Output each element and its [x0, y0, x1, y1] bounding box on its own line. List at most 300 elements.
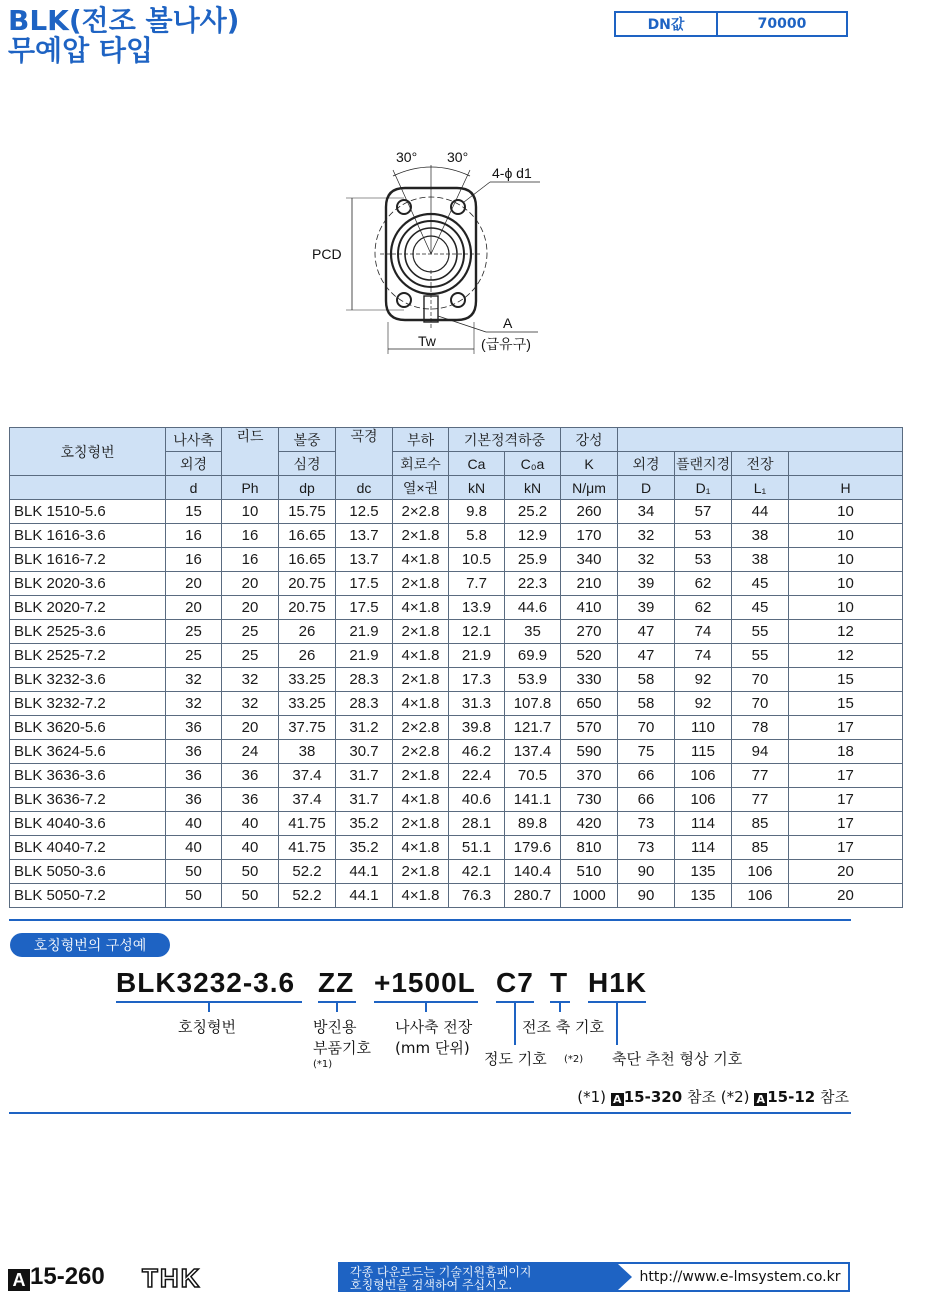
value-cell: 16.65: [279, 548, 336, 572]
table-row: [10, 596, 903, 620]
value-cell: 53.9: [505, 668, 561, 692]
value-cell: 12.9: [505, 524, 561, 548]
value-cell: 45: [732, 572, 789, 596]
table-row: [10, 860, 903, 884]
model-cell: BLK 1616-3.6: [10, 524, 166, 548]
ref-note-1: (*1): [577, 1088, 606, 1106]
value-cell: 17.5: [336, 572, 393, 596]
value-cell: 15.75: [279, 500, 336, 524]
value-cell: 106: [675, 764, 732, 788]
value-cell: 110: [675, 716, 732, 740]
bolt-hole: [451, 293, 465, 307]
dn-label: DN값: [616, 13, 718, 35]
thk-logo: THK: [142, 1263, 202, 1293]
value-cell: 370: [561, 764, 618, 788]
value-cell: 28.3: [336, 692, 393, 716]
unit-cell: 열×권: [393, 476, 449, 500]
value-cell: 260: [561, 500, 618, 524]
value-cell: 4×1.8: [393, 884, 449, 908]
model-cell: BLK 3636-7.2: [10, 788, 166, 812]
value-cell: 730: [561, 788, 618, 812]
flange-drawing: [0, 0, 931, 420]
section-a-icon: A: [754, 1093, 767, 1106]
code-length: +1500L: [374, 967, 476, 998]
unit-cell: D₁: [675, 476, 732, 500]
hdr2-cell: C₀a: [505, 452, 561, 476]
label-seal-1: 방진용: [313, 1018, 357, 1036]
value-cell: 46.2: [449, 740, 505, 764]
value-cell: 74: [675, 644, 732, 668]
value-cell: 31.2: [336, 716, 393, 740]
value-cell: 590: [561, 740, 618, 764]
value-cell: 106: [675, 788, 732, 812]
label-accuracy: 정도 기호: [484, 1050, 547, 1068]
unit-cell: L₁: [732, 476, 789, 500]
value-cell: 44: [732, 500, 789, 524]
value-cell: 50: [222, 884, 279, 908]
label-seal-2: 부품기호: [313, 1039, 371, 1057]
value-cell: 35: [505, 620, 561, 644]
title-line-1: BLK(전조 볼나사): [8, 4, 240, 37]
value-cell: 75: [618, 740, 675, 764]
model-cell: BLK 3232-3.6: [10, 668, 166, 692]
label-length-2: (mm 단위): [395, 1039, 470, 1057]
value-cell: 30.7: [336, 740, 393, 764]
hdr2-cell: Ca: [449, 452, 505, 476]
value-cell: 52.2: [279, 860, 336, 884]
value-cell: 10: [789, 572, 903, 596]
value-cell: 10: [789, 500, 903, 524]
value-cell: 280.7: [505, 884, 561, 908]
value-cell: 53: [675, 524, 732, 548]
model-cell: BLK 3624-5.6: [10, 740, 166, 764]
value-cell: 570: [561, 716, 618, 740]
unit-cell: D: [618, 476, 675, 500]
value-cell: 53: [675, 548, 732, 572]
value-cell: 40: [222, 836, 279, 860]
value-cell: 2×1.8: [393, 812, 449, 836]
value-cell: 20: [166, 596, 222, 620]
value-cell: 31.7: [336, 788, 393, 812]
page-number-text: 15-260: [30, 1263, 105, 1290]
code-accuracy: C7: [496, 967, 534, 998]
value-cell: 4×1.8: [393, 596, 449, 620]
value-cell: 94: [732, 740, 789, 764]
col-load-rating: 기본정격하중: [449, 428, 561, 452]
value-cell: 22.3: [505, 572, 561, 596]
reference-note: [577, 1086, 849, 1107]
section-a-icon: A: [8, 1269, 30, 1291]
value-cell: 179.6: [505, 836, 561, 860]
value-cell: 2×1.8: [393, 572, 449, 596]
table-row: [10, 836, 903, 860]
banner-line-1: 각종 다운로드는 기술지원홈페이지: [350, 1265, 532, 1279]
ref-word-1: 참조: [686, 1088, 716, 1106]
value-cell: 35.2: [336, 836, 393, 860]
value-cell: 66: [618, 788, 675, 812]
value-cell: 62: [675, 596, 732, 620]
value-cell: 22.4: [449, 764, 505, 788]
col-lead: 리드: [222, 428, 279, 476]
hdr2-cell: 심경: [279, 452, 336, 476]
value-cell: 10: [789, 524, 903, 548]
value-cell: 39: [618, 596, 675, 620]
support-banner[interactable]: [338, 1262, 850, 1292]
value-cell: 25.2: [505, 500, 561, 524]
value-cell: 31.7: [336, 764, 393, 788]
value-cell: 25: [166, 620, 222, 644]
value-cell: 78: [732, 716, 789, 740]
code-model: BLK3232-3.6: [116, 967, 296, 998]
value-cell: 2×2.8: [393, 716, 449, 740]
value-cell: 510: [561, 860, 618, 884]
value-cell: 92: [675, 668, 732, 692]
value-cell: 26: [279, 620, 336, 644]
value-cell: 66: [618, 764, 675, 788]
hdr2-cell: [789, 452, 903, 476]
banner-text: [340, 1264, 618, 1290]
model-cell: BLK 5050-7.2: [10, 884, 166, 908]
col-circuits: 부하: [393, 428, 449, 452]
value-cell: 21.9: [336, 620, 393, 644]
bolt-hole: [397, 293, 411, 307]
angle-right-label: 30°: [447, 149, 469, 165]
tw-label: Tw: [418, 333, 436, 349]
value-cell: 51.1: [449, 836, 505, 860]
page-number: [8, 1263, 105, 1291]
banner-line-2: 호칭형번을 검색하여 주십시오.: [350, 1278, 513, 1292]
model-cell: BLK 2020-3.6: [10, 572, 166, 596]
value-cell: 16: [222, 548, 279, 572]
value-cell: 36: [166, 740, 222, 764]
value-cell: 2×1.8: [393, 668, 449, 692]
value-cell: 20: [166, 572, 222, 596]
value-cell: 106: [732, 860, 789, 884]
divider: [9, 1112, 851, 1114]
arrow-right-icon: [618, 1264, 632, 1290]
a-sub-label: (급유구): [481, 336, 531, 352]
divider: [9, 919, 851, 921]
model-cell: BLK 4040-7.2: [10, 836, 166, 860]
code-shaft: H1K: [588, 967, 648, 998]
value-cell: 9.8: [449, 500, 505, 524]
value-cell: 17: [789, 836, 903, 860]
value-cell: 89.8: [505, 812, 561, 836]
col-root-dia: 곡경: [336, 428, 393, 476]
value-cell: 26: [279, 644, 336, 668]
value-cell: 4×1.8: [393, 644, 449, 668]
value-cell: 39: [618, 572, 675, 596]
value-cell: 1000: [561, 884, 618, 908]
value-cell: 420: [561, 812, 618, 836]
value-cell: 170: [561, 524, 618, 548]
model-cell: BLK 4040-3.6: [10, 812, 166, 836]
hdr2-cell: 전장: [732, 452, 789, 476]
value-cell: 16.65: [279, 524, 336, 548]
value-cell: 33.25: [279, 692, 336, 716]
value-cell: 74: [675, 620, 732, 644]
unit-cell: d: [166, 476, 222, 500]
value-cell: 10.5: [449, 548, 505, 572]
value-cell: 15: [166, 500, 222, 524]
table-row: [10, 812, 903, 836]
ref-note-2: (*2): [720, 1088, 750, 1106]
value-cell: 2×1.8: [393, 524, 449, 548]
title-line-2: 무예압 타입: [8, 34, 153, 67]
value-cell: 20: [789, 884, 903, 908]
value-cell: 10: [789, 548, 903, 572]
value-cell: 73: [618, 812, 675, 836]
value-cell: 41.75: [279, 812, 336, 836]
value-cell: 38: [732, 524, 789, 548]
value-cell: 20: [222, 596, 279, 620]
value-cell: 25: [222, 620, 279, 644]
model-cell: BLK 3232-7.2: [10, 692, 166, 716]
value-cell: 13.7: [336, 548, 393, 572]
col-model: 호칭형번: [10, 428, 166, 476]
unit-cell-blank: [10, 476, 166, 500]
value-cell: 13.9: [449, 596, 505, 620]
hdr2-cell: 회로수: [393, 452, 449, 476]
table-row: [10, 524, 903, 548]
model-cell: BLK 2525-3.6: [10, 620, 166, 644]
value-cell: 32: [222, 692, 279, 716]
label-model: 호칭형번: [178, 1018, 236, 1036]
hdr2-cell: K: [561, 452, 618, 476]
value-cell: 12.5: [336, 500, 393, 524]
value-cell: 36: [166, 764, 222, 788]
value-cell: 41.75: [279, 836, 336, 860]
value-cell: 44.6: [505, 596, 561, 620]
value-cell: 77: [732, 788, 789, 812]
value-cell: 24: [222, 740, 279, 764]
label-seal-note: (*1): [313, 1059, 333, 1070]
value-cell: 410: [561, 596, 618, 620]
value-cell: 140.4: [505, 860, 561, 884]
value-cell: 10: [222, 500, 279, 524]
value-cell: 36: [166, 788, 222, 812]
value-cell: 810: [561, 836, 618, 860]
value-cell: 650: [561, 692, 618, 716]
value-cell: 4×1.8: [393, 788, 449, 812]
value-cell: 17: [789, 812, 903, 836]
value-cell: 32: [618, 524, 675, 548]
value-cell: 135: [675, 884, 732, 908]
value-cell: 33.25: [279, 668, 336, 692]
hdr2-cell: 외경: [618, 452, 675, 476]
section-a-icon: A: [611, 1093, 624, 1106]
value-cell: 40: [166, 812, 222, 836]
value-cell: 55: [732, 644, 789, 668]
value-cell: 4×1.8: [393, 836, 449, 860]
value-cell: 20.75: [279, 596, 336, 620]
table-row: [10, 884, 903, 908]
value-cell: 18: [789, 740, 903, 764]
value-cell: 2×2.8: [393, 500, 449, 524]
value-cell: 330: [561, 668, 618, 692]
value-cell: 28.3: [336, 668, 393, 692]
value-cell: 2×1.8: [393, 860, 449, 884]
table-row: [10, 668, 903, 692]
ref-word-2: 참조: [820, 1088, 849, 1106]
value-cell: 44.1: [336, 884, 393, 908]
hole-label: 4-ϕ d1: [492, 165, 532, 181]
value-cell: 16: [166, 524, 222, 548]
value-cell: 69.9: [505, 644, 561, 668]
value-cell: 45: [732, 596, 789, 620]
value-cell: 141.1: [505, 788, 561, 812]
table-row: [10, 548, 903, 572]
value-cell: 57: [675, 500, 732, 524]
model-cell: BLK 1616-7.2: [10, 548, 166, 572]
spec-table: [9, 427, 903, 908]
unit-cell: H: [789, 476, 903, 500]
model-cell: BLK 3620-5.6: [10, 716, 166, 740]
label-shaft: 축단 추천 형상 기호: [612, 1050, 743, 1068]
value-cell: 50: [166, 860, 222, 884]
value-cell: 39.8: [449, 716, 505, 740]
value-cell: 36: [166, 716, 222, 740]
value-cell: 58: [618, 668, 675, 692]
value-cell: 520: [561, 644, 618, 668]
value-cell: 73: [618, 836, 675, 860]
value-cell: 21.9: [449, 644, 505, 668]
value-cell: 50: [222, 860, 279, 884]
value-cell: 210: [561, 572, 618, 596]
value-cell: 70: [618, 716, 675, 740]
value-cell: 2×1.8: [393, 764, 449, 788]
value-cell: 40: [166, 836, 222, 860]
unit-cell: Ph: [222, 476, 279, 500]
unit-cell: N/μm: [561, 476, 618, 500]
value-cell: 20: [222, 572, 279, 596]
value-cell: 16: [222, 524, 279, 548]
value-cell: 20: [789, 860, 903, 884]
table-row: [10, 620, 903, 644]
unit-cell: dc: [336, 476, 393, 500]
value-cell: 4×1.8: [393, 692, 449, 716]
table-header: [10, 428, 903, 500]
value-cell: 17.3: [449, 668, 505, 692]
value-cell: 38: [732, 548, 789, 572]
value-cell: 32: [166, 668, 222, 692]
value-cell: 90: [618, 884, 675, 908]
value-cell: 16: [166, 548, 222, 572]
value-cell: 121.7: [505, 716, 561, 740]
example-pill: 호칭형번의 구성예: [10, 933, 170, 957]
col-nut-dims: [618, 428, 903, 452]
value-cell: 7.7: [449, 572, 505, 596]
table-row: [10, 716, 903, 740]
code-rolled: T: [550, 967, 569, 998]
label-accuracy-note: (*2): [564, 1054, 584, 1065]
angle-left-label: 30°: [396, 149, 418, 165]
value-cell: 36: [222, 764, 279, 788]
value-cell: 17.5: [336, 596, 393, 620]
value-cell: 2×2.8: [393, 740, 449, 764]
value-cell: 2×1.8: [393, 620, 449, 644]
value-cell: 25: [222, 644, 279, 668]
ref-page-2: 15-12: [767, 1088, 816, 1106]
value-cell: 137.4: [505, 740, 561, 764]
value-cell: 15: [789, 692, 903, 716]
value-cell: 12: [789, 644, 903, 668]
value-cell: 47: [618, 644, 675, 668]
value-cell: 17: [789, 716, 903, 740]
value-cell: 17: [789, 788, 903, 812]
value-cell: 5.8: [449, 524, 505, 548]
value-cell: 25: [166, 644, 222, 668]
value-cell: 340: [561, 548, 618, 572]
value-cell: 12.1: [449, 620, 505, 644]
model-cell: BLK 3636-3.6: [10, 764, 166, 788]
unit-cell: kN: [505, 476, 561, 500]
value-cell: 4×1.8: [393, 548, 449, 572]
value-cell: 37.75: [279, 716, 336, 740]
value-cell: 32: [618, 548, 675, 572]
value-cell: 92: [675, 692, 732, 716]
value-cell: 37.4: [279, 764, 336, 788]
code-seal: ZZ: [318, 967, 355, 998]
value-cell: 62: [675, 572, 732, 596]
value-cell: 114: [675, 812, 732, 836]
value-cell: 50: [166, 884, 222, 908]
table-row: [10, 572, 903, 596]
value-cell: 107.8: [505, 692, 561, 716]
value-cell: 12: [789, 620, 903, 644]
support-url-link[interactable]: http://www.e-lmsystem.co.kr: [639, 1269, 841, 1285]
unit-cell: kN: [449, 476, 505, 500]
table-row: [10, 644, 903, 668]
table-row: [10, 500, 903, 524]
a-label: A: [503, 315, 513, 331]
ref-page-1: 15-320: [623, 1088, 683, 1106]
value-cell: 70.5: [505, 764, 561, 788]
value-cell: 42.1: [449, 860, 505, 884]
table-row: [10, 788, 903, 812]
hdr2-cell: 플랜지경: [675, 452, 732, 476]
value-cell: 10: [789, 596, 903, 620]
model-cell: BLK 5050-3.6: [10, 860, 166, 884]
pcd-label: PCD: [312, 246, 342, 262]
model-cell: BLK 2525-7.2: [10, 644, 166, 668]
value-cell: 90: [618, 860, 675, 884]
value-cell: 32: [166, 692, 222, 716]
value-cell: 36: [222, 788, 279, 812]
label-rolled: 전조 축 기호: [522, 1018, 604, 1036]
unit-cell: dp: [279, 476, 336, 500]
value-cell: 17: [789, 764, 903, 788]
value-cell: 21.9: [336, 644, 393, 668]
value-cell: 15: [789, 668, 903, 692]
value-cell: 25.9: [505, 548, 561, 572]
value-cell: 85: [732, 836, 789, 860]
value-cell: 106: [732, 884, 789, 908]
value-cell: 34: [618, 500, 675, 524]
value-cell: 13.7: [336, 524, 393, 548]
value-cell: 37.4: [279, 788, 336, 812]
value-cell: 52.2: [279, 884, 336, 908]
value-cell: 47: [618, 620, 675, 644]
value-cell: 32: [222, 668, 279, 692]
value-cell: 70: [732, 692, 789, 716]
value-cell: 270: [561, 620, 618, 644]
table-body: [10, 500, 903, 908]
value-cell: 70: [732, 668, 789, 692]
value-cell: 85: [732, 812, 789, 836]
value-cell: 28.1: [449, 812, 505, 836]
value-cell: 115: [675, 740, 732, 764]
